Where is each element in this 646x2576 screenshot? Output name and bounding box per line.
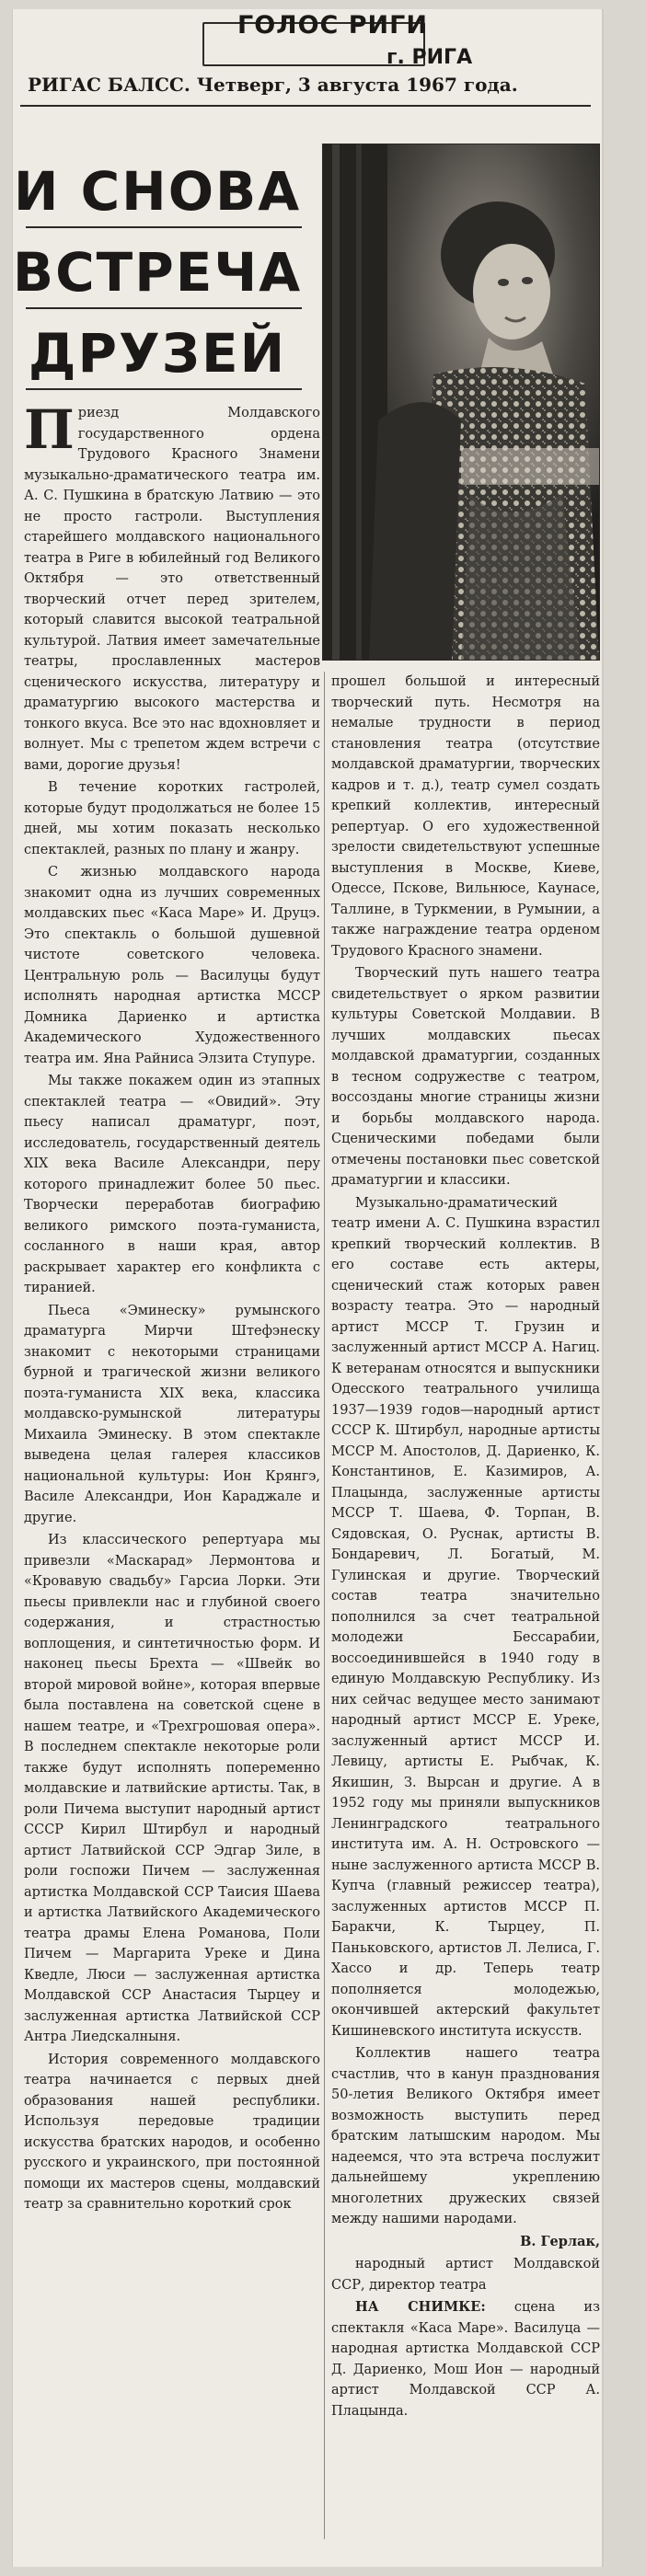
article-paragraph: Из классического репертуара мы привезли «Маскарад» Лермонтова и «Кровавую свадьбу» Гарсиа Лорки. Эти пьесы привлекли нас и глубиной своего содержания, и страстностью воплощения, и синтетичностью форм. И наконец пьесы Брехта — «Швейк во второй мировой войне», которая впервые была поставлена на советской сцене в нашем театре, и «Трехгрошовая опера». В последнем спектакле некоторые роли также будут исполнять попеременно молдавские и латвийские артисты. Так, в роли Пичема выступит народный артист СССР Кирил Штирбул и народный артист Латвийской ССР Эдгар Зиле, в роли госпожи Пичем — заслуженная артистка Молдавской ССР Таисия Шаева и артистка Латвийского Академического театра драмы Елена Романова, Поли Пичем — Маргарита Уреке и Дина Кведле, Люси — заслуженная артистка Молдавской ССР Анастасия Тырцеу и заслуженная артистка Латвийской ССР Антра Лиедскалныня. xyxy=(24,1533,320,2044)
article-paragraph: Творческий путь нашего театра свидетельствует о ярком развитии культуры Советской Молдавии. В лучших молдавских пьесах молдавской драматургии, созданных в тесном содружестве с театром, воссозданы многие страницы жизни и борьбы молдавского народа. Сценическими победами были отмечены постановки пьес советской драматургии и классики. xyxy=(331,966,600,1188)
article-column-right xyxy=(331,672,600,2548)
headline-line-3: ДРУЗЕЙ xyxy=(28,322,287,385)
article-paragraph: Музыкально-драматический театр имени А. С. Пушкина взрастил крепкий творческий коллектив. В его составе есть актеры, сценический стаж которых равен возрасту театра. Это — народный артист МССР Т. Грузин и заслуженный артист МССР А. Нагиц. К ветеранам относятся и выпускники Одесского театрального училища 1937—1939 годов—народный артист СССР К. Штирбул, народные артисты МССР М. Апостолов, Д. Дариенко, К. Константинов, Е. Казимиров, А. Плацында, заслуженные артисты МССР Т. Шаева, Ф. Торпан, В. Сядовская, О. Руснак, артисты В. Бондаревич, Л. Богатый, М. Гулинская и другие. Творческий состав театра значительно пополнился за счет театральной молодежи Бессарабии, воссоединившейся в 1940 году в единую Молдавскую Республику. Из них сейчас ведущее место занимают народный артист МССР Е. Уреке, заслуженный артист МССР И. Левицу, артисты Е. Рыбчак, К. Якишин, З. Вырсан и другие. А в 1952 году мы приняли выпускников Ленинградского театрального института им. А. Н. Островского — ныне заслуженного артиста МССР В. Купча (главный режиссер театра), заслуженных артистов МССР П. Баракчи, К. Тырцеу, П. Паньковского, артистов Л. Лелиса, Г. Хассо и др. Теперь театр пополняется молодежью, окончившей актерский факультет Кишиневского института искусств. xyxy=(331,1195,600,2039)
headline-divider xyxy=(26,307,302,309)
drop-cap: П xyxy=(24,403,75,461)
headline-divider xyxy=(26,226,302,228)
article-paragraph: С жизнью молдавского народа знакомит одна из лучших современных молдавских пьес «Каса Маре» И. Друцэ. Это спектакль о большой душевной чистоте советского человека. Центральную роль — Василуцы будут исполнять народная артистка МССР Домника Дариенко и артистка Академического Художественного театра им. Яна Райниса Элзита Ступуре. xyxy=(24,865,320,1066)
author-signature: В. Герлак, xyxy=(520,2233,600,2249)
caption-label: НА СНИМКЕ: xyxy=(355,2299,486,2315)
article-paragraph: Приезд Молдавского государственного ордена Трудового Красного Знамени музыкально-драматического театра им. А. С. Пушкина в братскую Латвию — это не просто гастроли. Выступления старейшего молдавского национального театра в Риге в юбилейный год Великого Октября — это ответственный творческий отчет перед зрителем, который славится высокой театральной культурой. Латвия имеет замечательные театры, прославленных мастеров сценического искусства, литературу и драматургию высокого мастерства и тонкого вкуса. Все это нас вдохновляет и волнует. Мы с трепетом ждем встречи с вами, дорогие друзья! xyxy=(24,403,320,773)
caption-text: сцена из спектакля «Каса Маре». Василуца — народная артистка Молдавской ССР Д. Дариенко, Мош Ион — народный артист Молдавской ССР А. Плацында. xyxy=(331,2300,600,2419)
headline-divider xyxy=(26,388,302,390)
masthead-title: ГОЛОС РИГИ xyxy=(237,11,428,40)
column-divider xyxy=(324,672,325,2539)
article-paragraph: Пьеса «Эминеску» румынского драматурга Мирчи Штефэнеску знакомит с некоторыми страницами бурной и трагической жизни великого поэта-гуманиста XIX века, классика молдавско-румынской литературы Михаила Эминеску. В этом спектакле выведена целая галерея классиков национальной культуры: Ион Крянгэ, Василе Александри, Ион Караджале и другие. xyxy=(24,1303,320,1525)
dateline: РИГАС БАЛСС. Четверг, 3 августа 1967 года. xyxy=(28,74,518,96)
masthead-city: г. РИГА xyxy=(386,46,473,69)
photo-caption xyxy=(331,2297,600,2421)
photo-illustration xyxy=(323,144,599,660)
article-photo xyxy=(322,144,600,661)
article-column-left xyxy=(24,403,320,2547)
article-paragraph: прошел большой и интересный творческий путь. Несмотря на немалые трудности в период становления театра (отсутствие молдавской драматургии, творческих кадров и т. д.), театр сумел создать крепкий коллектив, интересный репертуар. О его художественной зрелости свидетельствуют успешные выступления в Москве, Киеве, Одессе, Пскове, Вильнюсе, Каунасе, Таллине, в Туркмении, в Румынии, а также награждение театра орденом Трудового Красного знамени. xyxy=(331,674,600,959)
article-paragraph: История современного молдавского театра начинается с первых дней образования нашей республики. Используя передовые традиции искусства братских народов, и особенно русского и украинского, при постоянной помощи их мастеров сцены, молдавский театр за сравнительно короткий срок xyxy=(24,2052,320,2212)
header-divider xyxy=(20,105,591,107)
author-role: народный артист Молдавской ССР, директор театра xyxy=(331,2257,600,2293)
headline-line-2: ВСТРЕЧА xyxy=(12,241,303,304)
article-paragraph: Коллектив нашего театра счастлив, что в канун празднования 50-летия Великого Октября имеет возможность выступить перед братским латышским народом. Мы надеемся, что эта встреча послужит дальнейшему укреплению многолетних дружеских связей между нашими народами. xyxy=(331,2046,600,2226)
headline-line-1: И СНОВА xyxy=(13,160,302,223)
article-paragraph: В течение коротких гастролей, которые будут продолжаться не более 15 дней, мы хотим показать несколько спектаклей, разных по плану и жанру. xyxy=(24,780,320,857)
article-paragraph: Мы также покажем один из этапных спектаклей театра — «Овидий». Эту пьесу написал драматург, поэт, исследователь, государственный деятель XIX века Василе Александри, перу которого принадлежит более 50 пьес. Творчески переработав биографию великого римского поэта-гуманиста, сосланного в наши края, автор раскрывает характер его конфликта с тиранией. xyxy=(24,1074,320,1295)
